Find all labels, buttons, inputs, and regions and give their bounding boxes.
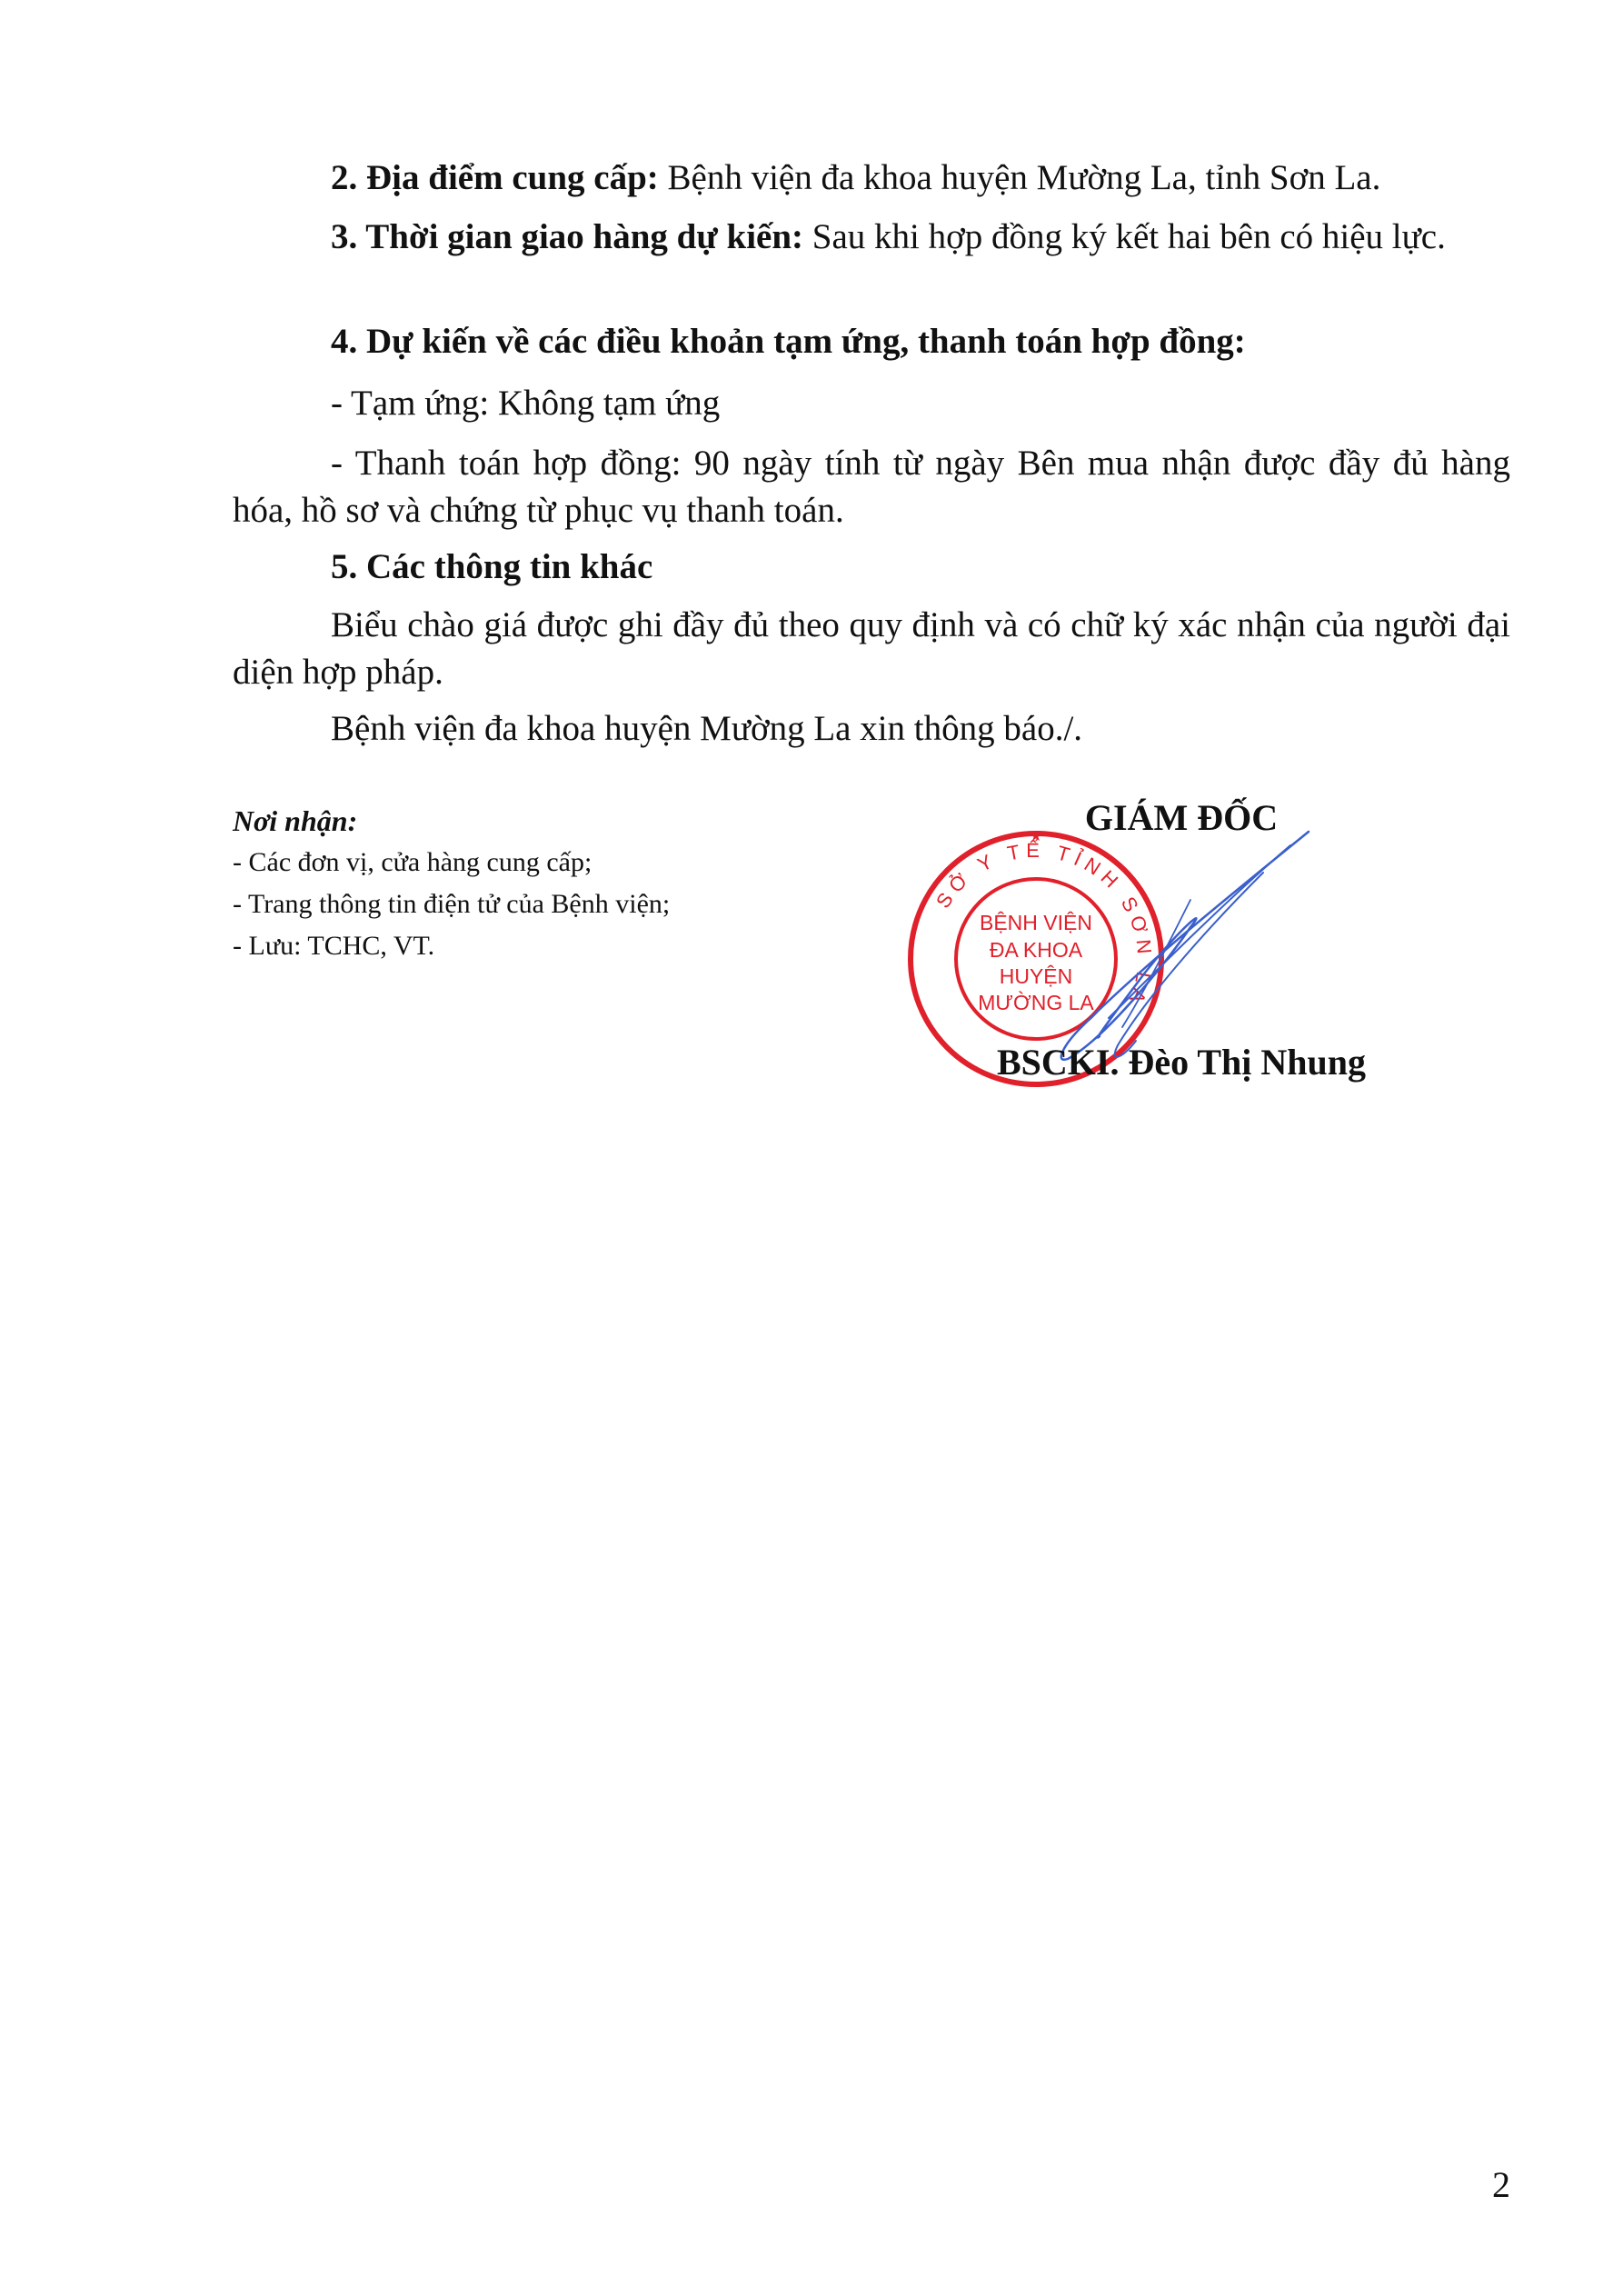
signer-position: GIÁM ĐỐC [1084,797,1279,838]
section-4-heading: 4. Dự kiến về các điều khoản tạm ứng, thanh toán hợp đồng: [331,322,1246,361]
svg-text:BỆNH VIỆN: BỆNH VIỆN [980,911,1092,934]
recipient-item: - Lưu: TCHC, VT. [233,931,435,961]
closing-statement: Bệnh viện đa khoa huyện Mường La xin thông báo./. [331,709,1083,748]
section-3-text: Sau khi hợp đồng ký kết hai bên có hiệu lực. [803,217,1446,256]
svg-text:ĐA KHOA: ĐA KHOA [989,938,1083,962]
recipient-item: - Các đơn vị, cửa hàng cung cấp; [233,847,592,877]
section-2-text: Bệnh viện đa khoa huyện Mường La, tỉnh Sơn La. [658,158,1381,197]
section-2-heading: 2. Địa điểm cung cấp: [331,158,659,197]
section-3 [233,214,1510,261]
section-4-advance: - Tạm ứng: Không tạm ứng [331,384,721,423]
section-5-heading: 5. Các thông tin khác [331,547,653,586]
section-4-payment: - Thanh toán hợp đồng: 90 ngày tính từ ngày Bên mua nhận được đầy đủ hàng hóa, hồ sơ và chứng từ phục vụ thanh toán. [233,444,1510,530]
recipient-item: - Trang thông tin điện tử của Bệnh viện; [233,889,671,919]
section-5-text: Biểu chào giá được ghi đầy đủ theo quy định và có chữ ký xác nhận của người đại diện hợp pháp. [233,605,1510,692]
page-number: 2 [1492,2164,1510,2205]
section-2 [233,155,1510,202]
section-3-heading: 3. Thời gian giao hàng dự kiến: [331,217,804,256]
svg-text:HUYỆN: HUYỆN [999,964,1073,988]
recipients-title: Nơi nhận: [233,804,358,837]
recipients-block [233,800,670,967]
svg-text:SỞ Y TẾ TỈNH SƠN LA: SỞ Y TẾ TỈNH SƠN LA [931,838,1157,1012]
svg-text:MƯỜNG LA: MƯỜNG LA [978,991,1094,1014]
signer-name: BSCKI. Đèo Thị Nhung [996,1042,1367,1083]
